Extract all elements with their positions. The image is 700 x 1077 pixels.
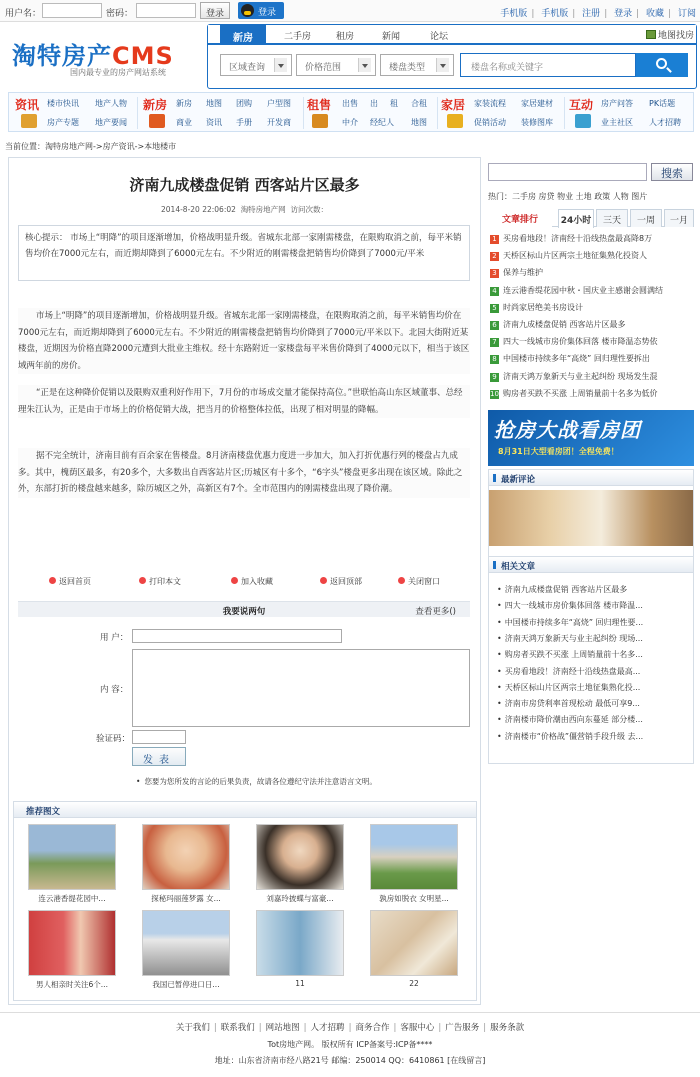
- cat-title-news[interactable]: 资讯: [15, 98, 40, 112]
- footer: [0, 1012, 700, 1077]
- pic-image[interactable]: [28, 910, 116, 976]
- cat-link[interactable]: 新房: [176, 99, 192, 108]
- rank-item[interactable]: [490, 319, 626, 330]
- rank-number: 4: [490, 287, 499, 296]
- rank-item-label[interactable]: 天桥区标山片区两宗土地征集熟化投资人: [503, 251, 647, 261]
- cat-link[interactable]: 地图: [206, 99, 222, 108]
- cat-link[interactable]: 手册: [236, 118, 252, 127]
- cat-link[interactable]: 家装流程: [474, 99, 506, 108]
- rank-number: 10: [490, 389, 499, 398]
- cat-link[interactable]: 业主社区: [601, 118, 633, 127]
- cat-link[interactable]: 团购: [236, 99, 252, 108]
- article-paragraph: 市场上“明降”的项目逐渐增加，价格战明显升级。省城东北部一家刚需楼盘，在限购取消之前，每平米销售均价在7000元左右，而近期却降到了6000元左右。不少附近的刚需楼盘把销售均价降到了7000元/平米以下。北园大街附近某楼盘，近期因为价格直降2000元遭到大批业主维权。经十东路附近一家楼盘每平米售价降到了4000元以下，相当于该区域两年前的房价。: [18, 308, 470, 374]
- rank-item[interactable]: [490, 371, 658, 382]
- sidebar-search-button[interactable]: 搜索: [651, 163, 693, 181]
- related-articles-box: [488, 556, 694, 764]
- divider: [303, 97, 304, 129]
- login-button[interactable]: 登录: [200, 2, 230, 19]
- rank-number: 9: [490, 373, 499, 382]
- chevron-down-icon: [362, 64, 368, 68]
- cat-link[interactable]: 中介: [342, 118, 358, 127]
- building-icon: [312, 114, 328, 128]
- top-link-register[interactable]: 注册: [582, 9, 601, 19]
- cat-link[interactable]: 资讯: [206, 118, 222, 127]
- cat-title-rent-sale[interactable]: 租售: [307, 98, 332, 112]
- logo-cms-text: CMS: [112, 42, 174, 70]
- hot-word[interactable]: 物业: [557, 192, 574, 201]
- pic-image[interactable]: [142, 824, 230, 890]
- latest-comments-title: 最新评论: [489, 470, 693, 486]
- rank-number: 2: [490, 252, 499, 261]
- pic-image[interactable]: [370, 910, 458, 976]
- rank-item[interactable]: [490, 250, 647, 261]
- site-slogan: 国内最专业的房产网站系统: [70, 68, 166, 77]
- user-label: 用 户：: [100, 633, 129, 643]
- pic-item[interactable]: [142, 824, 230, 904]
- divider: |: [213, 1023, 217, 1033]
- content-label: 内 容：: [100, 685, 129, 695]
- recommended-pictures: [13, 801, 477, 1001]
- article-visits: 访问次数：: [290, 205, 328, 214]
- rank-number: 3: [490, 269, 499, 278]
- banner-title: 抢房大战看房团: [494, 418, 641, 442]
- rank-number: 5: [490, 304, 499, 313]
- pic-caption[interactable]: 男人相亲时关注6个...: [36, 980, 108, 989]
- pic-caption[interactable]: 11: [295, 979, 305, 988]
- divider: [137, 97, 138, 129]
- home-decor-icon: [447, 114, 463, 128]
- cat-link[interactable]: 商业: [176, 118, 192, 127]
- close-window-link[interactable]: 关闭窗口: [398, 576, 440, 587]
- rank-number: 6: [490, 321, 499, 330]
- latest-comments-box: [488, 469, 694, 559]
- submit-comment-button[interactable]: 发表: [132, 747, 186, 766]
- related-article-link[interactable]: • 济南楼市“价格战”僵营销手段升级 去...: [497, 731, 687, 742]
- cat-link[interactable]: 出售: [342, 99, 358, 108]
- related-article-link[interactable]: • 济南楼市降价潮由西向东蔓延 部分楼...: [497, 714, 687, 725]
- divider: [437, 97, 438, 129]
- pic-item[interactable]: [142, 910, 230, 990]
- hot-word[interactable]: 房贷: [538, 192, 555, 201]
- tab-week[interactable]: 一周: [630, 209, 662, 227]
- cat-link[interactable]: 房产问答: [601, 99, 633, 108]
- area-select-value: 区域查询: [229, 63, 266, 73]
- breadcrumb[interactable]: 当前位置：淘特房地产网->房产资讯->本地楼市: [5, 142, 177, 151]
- top-link-login[interactable]: 登录: [614, 9, 633, 19]
- pic-caption[interactable]: 孰房如脱衣 女明星...: [379, 894, 449, 903]
- pic-image[interactable]: [256, 910, 344, 976]
- tab-news[interactable]: 新闻: [382, 32, 401, 42]
- hot-words: [488, 191, 647, 202]
- pic-image[interactable]: [256, 824, 344, 890]
- news-icon: [21, 114, 37, 128]
- tab-rent[interactable]: 租房: [336, 32, 355, 42]
- comment-title: 我要说两句: [222, 607, 266, 617]
- top-link-favorite[interactable]: 收藏: [646, 9, 665, 19]
- comment-header: [18, 601, 470, 617]
- sidebar-search-input[interactable]: [488, 163, 647, 181]
- divider: |: [348, 1023, 352, 1033]
- rank-item[interactable]: [490, 285, 663, 296]
- rank-item-label[interactable]: 购房者买跌不买涨 上周销量前十名多为低价: [503, 388, 658, 398]
- related-article-link[interactable]: • 济南市房贷利率首现松动 最低可享9...: [497, 698, 687, 709]
- pic-image[interactable]: [370, 824, 458, 890]
- footer-copyright: Tot房地产网。 版权所有 ICP备案号:ICP备****: [267, 1040, 433, 1049]
- footer-link[interactable]: 服务条款: [490, 1023, 525, 1033]
- cat-title-new-house[interactable]: 新房: [143, 98, 168, 112]
- divider: |: [303, 1023, 307, 1033]
- captcha-input[interactable]: [132, 730, 186, 744]
- rank-item[interactable]: [490, 353, 650, 364]
- search-box: [207, 24, 697, 89]
- category-nav: [8, 92, 694, 132]
- cat-link[interactable]: 户型图: [267, 99, 291, 108]
- related-article-link[interactable]: • 购房者买跌不买涨 上周销量前十名多...: [497, 649, 687, 660]
- pic-caption[interactable]: 连云港香缇花园中...: [38, 894, 106, 903]
- footer-link[interactable]: 人才招聘: [310, 1023, 345, 1033]
- cat-link[interactable]: 经纪人: [370, 118, 394, 127]
- area-select[interactable]: [220, 54, 292, 76]
- footer-link[interactable]: 关于我们: [175, 1023, 210, 1033]
- divider: |: [483, 1023, 487, 1033]
- cat-link[interactable]: 合租: [411, 99, 427, 108]
- article-paragraph: “正是在这种降价促销以及限购双重利好作用下，7月份的市场成交量才能保持高位。”世联怡高山东区域董事、总经理朱江认为，正是由于市场上的价格促销大战，把当月的价格整体拉低，出现了相对明显的降幅。: [18, 385, 470, 418]
- captcha-label: 验证码：: [96, 734, 131, 744]
- recommended-title: 推荐图文: [14, 802, 476, 818]
- map-search-link[interactable]: [646, 28, 694, 41]
- hot-word[interactable]: 人物: [612, 192, 629, 201]
- cat-link[interactable]: 租: [390, 99, 398, 108]
- qq-login-label: 登录: [258, 8, 277, 18]
- related-article-link[interactable]: • 济南天鸿万象新天与业主起纠纷 现场...: [497, 633, 687, 644]
- qq-icon: [241, 4, 254, 17]
- pic-item[interactable]: [370, 910, 458, 988]
- footer-link[interactable]: 联系我们: [220, 1023, 255, 1033]
- cat-title-home[interactable]: 家居: [441, 98, 466, 112]
- footer-link[interactable]: 网站地图: [265, 1023, 300, 1033]
- print-link[interactable]: 打印本文: [139, 576, 181, 587]
- price-select-value: 价格范围: [305, 63, 342, 73]
- tab-second-hand[interactable]: 二手房: [284, 32, 312, 42]
- cat-link[interactable]: 出: [370, 99, 378, 108]
- password-input[interactable]: [136, 3, 196, 18]
- cat-link[interactable]: 地产人物: [95, 99, 127, 108]
- price-select[interactable]: [296, 54, 376, 76]
- divider: |: [393, 1023, 397, 1033]
- comment-user-input[interactable]: [132, 629, 342, 643]
- cat-link[interactable]: 人才招聘: [649, 118, 681, 127]
- article-ranking: [488, 209, 694, 404]
- pic-item[interactable]: [28, 910, 116, 990]
- hot-word[interactable]: 图片: [631, 192, 648, 201]
- hot-word[interactable]: 政策: [594, 192, 611, 201]
- back-top-link[interactable]: 返回顶部: [320, 576, 362, 587]
- add-favorite-link[interactable]: 加入收藏: [231, 576, 273, 587]
- cat-title-interact[interactable]: 互动: [569, 98, 594, 112]
- pic-item[interactable]: [256, 910, 344, 988]
- pic-item[interactable]: [256, 824, 344, 904]
- pic-caption[interactable]: 探秘玛丽莲梦露 女...: [151, 894, 221, 903]
- logo-main-text: 淘特房产: [12, 42, 112, 70]
- article-title: 济南九成楼盘促销 西客站片区最多: [129, 176, 360, 194]
- divider: [564, 97, 565, 129]
- tab-month[interactable]: 一月: [664, 209, 694, 227]
- comment-form: [18, 601, 470, 791]
- rank-item-label[interactable]: 连云港香缇花园中秋・国庆业主感谢会圆满结: [503, 285, 663, 295]
- related-articles-title: 相关文章: [489, 557, 693, 573]
- rank-item-label[interactable]: 时尚家居绝美书房设计: [503, 302, 583, 312]
- username-label: 用户名：: [5, 9, 42, 19]
- rank-item-label[interactable]: 保养与维护: [503, 268, 543, 278]
- footer-links: [0, 1021, 700, 1033]
- related-article-link[interactable]: • 中国楼市持续多年“高烧” 回归理性要...: [497, 617, 687, 628]
- community-icon: [575, 114, 591, 128]
- view-more-comments[interactable]: 查看更多(): [415, 607, 456, 617]
- related-article-link[interactable]: • 济南九成楼盘促销 西客站片区最多: [497, 584, 687, 595]
- promo-banner[interactable]: [488, 410, 694, 466]
- article-panel: [8, 157, 481, 1005]
- tab-24h[interactable]: 24小时: [558, 209, 594, 228]
- pic-item[interactable]: [28, 824, 116, 904]
- chevron-down-icon: [440, 64, 446, 68]
- rank-number: 7: [490, 338, 499, 347]
- map-search-label: 地图找房: [657, 31, 694, 41]
- cat-link[interactable]: 地图: [411, 118, 427, 127]
- username-input[interactable]: [42, 3, 102, 18]
- site-logo[interactable]: [12, 36, 174, 71]
- tab-new-house[interactable]: 新房: [220, 25, 266, 45]
- rank-item[interactable]: [490, 302, 583, 313]
- top-bar: [0, 0, 700, 22]
- banner-subtitle: 8月31日大型看房团！全程免费！: [498, 447, 619, 456]
- tab-forum[interactable]: 论坛: [430, 32, 449, 42]
- qq-login-button[interactable]: [238, 2, 284, 19]
- pic-image[interactable]: [142, 910, 230, 976]
- top-link-subscribe[interactable]: 订阅: [677, 9, 696, 19]
- pic-caption[interactable]: 我国已暂停进口日...: [152, 980, 220, 989]
- top-link-mobile[interactable]: 手机版: [500, 9, 528, 19]
- type-select[interactable]: [380, 54, 454, 76]
- keyword-input[interactable]: 楼盘名称或关键字: [460, 53, 636, 77]
- search-icon: [656, 58, 667, 69]
- top-links: 手机版 | 手机版 | 注册 | 登录 | 收藏 | 订阅: [500, 9, 696, 19]
- type-select-value: 楼盘类型: [389, 63, 426, 73]
- search-button[interactable]: [636, 53, 688, 77]
- rank-item-label[interactable]: 买房看地段！济南经十沿线热盘最高降8万: [503, 234, 653, 243]
- rank-item[interactable]: [490, 267, 543, 278]
- pic-item[interactable]: [370, 824, 458, 904]
- rank-item-label[interactable]: 济南九成楼盘促销 西客站片区最多: [503, 320, 626, 329]
- cat-link[interactable]: 装修图库: [521, 118, 553, 127]
- search-tabs: [208, 25, 696, 45]
- footer-link[interactable]: 客服中心: [400, 1023, 435, 1033]
- cat-link[interactable]: 开发商: [267, 118, 291, 127]
- divider: |: [438, 1023, 442, 1033]
- rank-tabs: [488, 209, 694, 227]
- related-article-link[interactable]: • 买房看地段！济南经十沿线热盘最高...: [497, 666, 687, 677]
- rank-item[interactable]: [490, 336, 658, 347]
- article-paragraph: 据不完全统计，济南目前有百余家在售楼盘。8月济南楼盘优惠力度进一步加大，加入打折优惠行列的楼盘占九成多。其中，槐荫区最多，有20多个，大多数出自西客站片区;历城区有十多个，“6字头”楼盘更多出现在该区域。除此之外，东部打折的楼盘越来越多，除历城区之外，高新区有7个。全市范围内的刚需楼盘出现了降价潮。: [18, 448, 470, 498]
- cat-link[interactable]: 房产专题: [47, 118, 79, 127]
- cat-link[interactable]: PK话题: [649, 99, 676, 108]
- related-article-link[interactable]: • 天桥区标山片区两宗土地征集熟化投...: [497, 682, 687, 693]
- rank-item-label[interactable]: 四大一线城市房价集体回落 楼市降温态势依: [503, 337, 658, 347]
- pic-image[interactable]: [28, 824, 116, 890]
- rank-number: 1: [490, 235, 499, 244]
- pic-caption[interactable]: 刘嘉玲披蝶与富豪...: [266, 894, 334, 903]
- cat-link[interactable]: 促销活动: [474, 118, 506, 127]
- tab-3days[interactable]: 三天: [596, 209, 628, 227]
- rank-number: 8: [490, 355, 499, 364]
- hot-label: 热门：: [488, 192, 512, 201]
- rank-item-label[interactable]: 中国楼市持续多年“高烧” 回归理性要拆出: [503, 354, 650, 364]
- cat-link[interactable]: 地产要闻: [95, 118, 127, 127]
- related-article-link[interactable]: • 四大一线城市房价集体回落 楼市降温...: [497, 600, 687, 611]
- house-icon: [149, 114, 165, 128]
- pic-caption[interactable]: 22: [409, 979, 419, 988]
- sidebar: [486, 157, 696, 767]
- password-label: 密码：: [106, 9, 134, 19]
- divider: |: [258, 1023, 262, 1033]
- article-summary: 核心提示： 市场上“明降”的项目逐渐增加，价格战明显升级。省城东北部一家刚需楼盘，在限购取消之前，每平米销售均价在7000元左右，而近期却降到了6000元左右。不少附近的刚需楼盘把销售均价降到了7000元/平米: [18, 225, 470, 281]
- cat-link[interactable]: 家居建材: [521, 99, 553, 108]
- rank-item-label[interactable]: 济南天鸿万象新天与业主起纠纷 现场发生混: [503, 371, 658, 381]
- top-link-mobile-2[interactable]: 手机版: [541, 9, 569, 19]
- latest-comments-image[interactable]: [489, 490, 693, 546]
- map-icon: [646, 30, 656, 39]
- article-source: 淘特房地产网: [240, 205, 286, 214]
- hot-word[interactable]: 土地: [575, 192, 592, 201]
- comment-content-textarea[interactable]: [132, 649, 470, 727]
- footer-address: 地址：山东省济南市经八路21号 邮编：250014 QQ：6410861 [在线留言]: [214, 1056, 486, 1065]
- cat-link[interactable]: 楼市快讯: [47, 99, 79, 108]
- article-actions: [9, 576, 480, 590]
- footer-link[interactable]: 广告服务: [445, 1023, 480, 1033]
- rank-item[interactable]: [490, 388, 658, 399]
- rank-title: 文章排行: [488, 209, 552, 227]
- comment-notice: • 您要为您所发的言论的后果负责，故请各位遵纪守法并注意语言文明。: [136, 776, 377, 787]
- chevron-down-icon: [278, 64, 284, 68]
- footer-link[interactable]: 商务合作: [355, 1023, 390, 1033]
- rank-item[interactable]: [490, 233, 652, 244]
- article-date: 2014-8-20 22:06:02: [161, 205, 236, 214]
- hot-word[interactable]: 二手房: [512, 192, 536, 201]
- back-home-link[interactable]: 返回首页: [49, 576, 91, 587]
- article-meta: [9, 204, 480, 215]
